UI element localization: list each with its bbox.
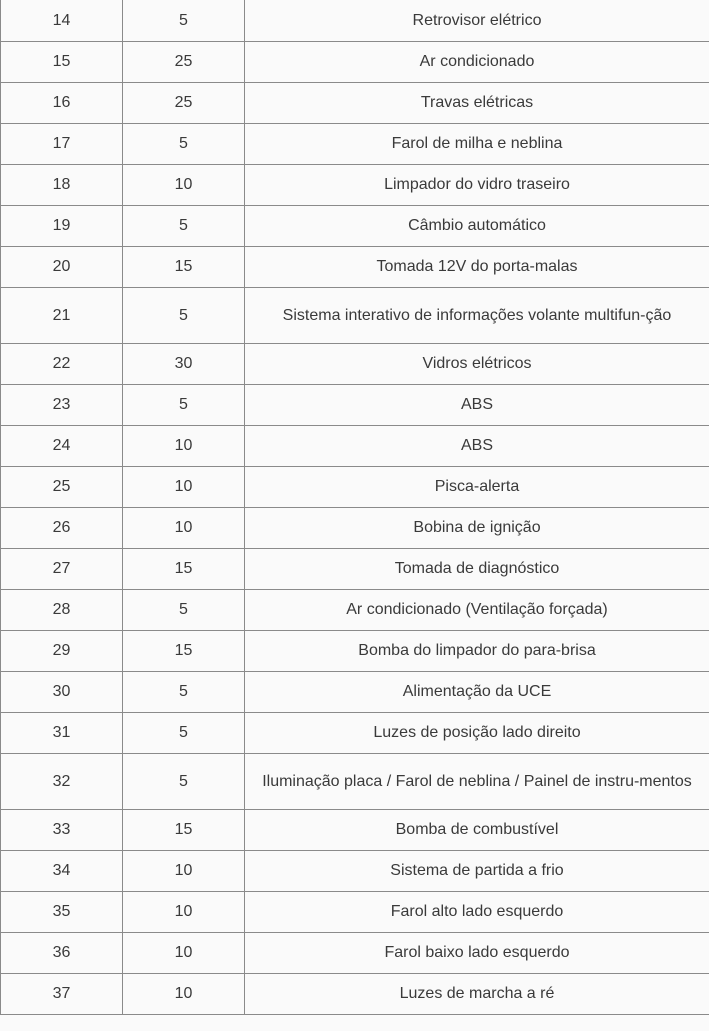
table-row bbox=[1, 0, 709, 41]
fuse-number-cell: 28 bbox=[1, 589, 123, 630]
fuse-description-cell: Farol baixo lado esquerdo bbox=[245, 932, 709, 973]
fuse-description-cell: Retrovisor elétrico bbox=[245, 0, 709, 41]
fuse-number-cell: 24 bbox=[1, 425, 123, 466]
fuse-number-cell: 29 bbox=[1, 630, 123, 671]
fuse-description-cell: Câmbio automático bbox=[245, 205, 709, 246]
fuse-number-cell: 27 bbox=[1, 548, 123, 589]
fuse-description-cell: Iluminação placa / Farol de neblina / Painel de instru-mentos bbox=[245, 753, 709, 809]
table-row bbox=[1, 630, 709, 671]
fuse-description-cell: Travas elétricas bbox=[245, 82, 709, 123]
fuse-description-cell: Farol alto lado esquerdo bbox=[245, 891, 709, 932]
fuse-amperage-cell: 10 bbox=[123, 850, 245, 891]
fuse-description-cell: Bomba de combustível bbox=[245, 809, 709, 850]
table-row bbox=[1, 466, 709, 507]
fuse-amperage-cell: 10 bbox=[123, 164, 245, 205]
table-row bbox=[1, 164, 709, 205]
fuse-amperage-cell: 25 bbox=[123, 82, 245, 123]
fuse-description-cell: Ar condicionado bbox=[245, 41, 709, 82]
fuse-number-cell: 15 bbox=[1, 41, 123, 82]
table-row bbox=[1, 548, 709, 589]
fuse-number-cell: 22 bbox=[1, 343, 123, 384]
table-row bbox=[1, 589, 709, 630]
fuse-description-cell: Sistema de partida a frio bbox=[245, 850, 709, 891]
table-row bbox=[1, 671, 709, 712]
fuse-description-cell: Vidros elétricos bbox=[245, 343, 709, 384]
fuse-description-cell: Bobina de ignição bbox=[245, 507, 709, 548]
fuse-amperage-cell: 10 bbox=[123, 425, 245, 466]
table-row bbox=[1, 507, 709, 548]
fuse-number-cell: 14 bbox=[1, 0, 123, 41]
fuse-amperage-cell: 15 bbox=[123, 809, 245, 850]
fuse-amperage-cell: 15 bbox=[123, 630, 245, 671]
fuse-number-cell: 36 bbox=[1, 932, 123, 973]
fuse-description-cell: Tomada 12V do porta-malas bbox=[245, 246, 709, 287]
table-row bbox=[1, 809, 709, 850]
fuse-number-cell: 20 bbox=[1, 246, 123, 287]
fuse-amperage-cell: 5 bbox=[123, 753, 245, 809]
fuse-number-cell: 21 bbox=[1, 287, 123, 343]
fuse-description-cell: Pisca-alerta bbox=[245, 466, 709, 507]
fuse-number-cell: 34 bbox=[1, 850, 123, 891]
fuse-description-cell: Bomba do limpador do para-brisa bbox=[245, 630, 709, 671]
fuse-amperage-cell: 5 bbox=[123, 384, 245, 425]
fuse-description-cell: Alimentação da UCE bbox=[245, 671, 709, 712]
fuse-amperage-cell: 10 bbox=[123, 932, 245, 973]
table-row bbox=[1, 384, 709, 425]
fuse-amperage-cell: 5 bbox=[123, 671, 245, 712]
table-row bbox=[1, 287, 709, 343]
fuse-amperage-cell: 15 bbox=[123, 548, 245, 589]
fuse-amperage-cell: 10 bbox=[123, 891, 245, 932]
fuse-description-cell: Luzes de posição lado direito bbox=[245, 712, 709, 753]
fuse-amperage-cell: 5 bbox=[123, 0, 245, 41]
table-row bbox=[1, 753, 709, 809]
fuse-description-cell: Sistema interativo de informações volante multifun-ção bbox=[245, 287, 709, 343]
fuse-number-cell: 33 bbox=[1, 809, 123, 850]
fuse-number-cell: 17 bbox=[1, 123, 123, 164]
fuse-amperage-cell: 5 bbox=[123, 287, 245, 343]
table-row bbox=[1, 850, 709, 891]
table-row bbox=[1, 343, 709, 384]
fuse-amperage-cell: 5 bbox=[123, 589, 245, 630]
fuse-number-cell: 18 bbox=[1, 164, 123, 205]
fuse-number-cell: 31 bbox=[1, 712, 123, 753]
fuse-amperage-cell: 5 bbox=[123, 205, 245, 246]
fuse-number-cell: 16 bbox=[1, 82, 123, 123]
fuse-description-cell: Tomada de diagnóstico bbox=[245, 548, 709, 589]
table-row bbox=[1, 246, 709, 287]
fuse-number-cell: 19 bbox=[1, 205, 123, 246]
fuse-number-cell: 23 bbox=[1, 384, 123, 425]
fuse-number-cell: 32 bbox=[1, 753, 123, 809]
fuse-amperage-cell: 5 bbox=[123, 123, 245, 164]
fuse-number-cell: 25 bbox=[1, 466, 123, 507]
fuse-number-cell: 35 bbox=[1, 891, 123, 932]
fuse-description-cell: Luzes de marcha a ré bbox=[245, 973, 709, 1014]
table-row bbox=[1, 891, 709, 932]
table-row bbox=[1, 82, 709, 123]
table-row bbox=[1, 712, 709, 753]
fuse-description-cell: ABS bbox=[245, 384, 709, 425]
fuse-amperage-cell: 5 bbox=[123, 712, 245, 753]
fuse-number-cell: 37 bbox=[1, 973, 123, 1014]
table-row bbox=[1, 425, 709, 466]
fuse-amperage-cell: 10 bbox=[123, 466, 245, 507]
fuse-table-body bbox=[1, 0, 709, 1014]
fuse-description-cell: Farol de milha e neblina bbox=[245, 123, 709, 164]
fuse-number-cell: 26 bbox=[1, 507, 123, 548]
table-row bbox=[1, 41, 709, 82]
fuse-amperage-cell: 30 bbox=[123, 343, 245, 384]
fuse-description-cell: Ar condicionado (Ventilação forçada) bbox=[245, 589, 709, 630]
table-row bbox=[1, 973, 709, 1014]
table-row bbox=[1, 123, 709, 164]
table-row bbox=[1, 205, 709, 246]
table-row bbox=[1, 932, 709, 973]
fuse-description-cell: ABS bbox=[245, 425, 709, 466]
fuse-number-cell: 30 bbox=[1, 671, 123, 712]
fuse-amperage-cell: 25 bbox=[123, 41, 245, 82]
fuse-description-cell: Limpador do vidro traseiro bbox=[245, 164, 709, 205]
fuse-amperage-cell: 15 bbox=[123, 246, 245, 287]
fuse-amperage-cell: 10 bbox=[123, 973, 245, 1014]
fuse-amperage-cell: 10 bbox=[123, 507, 245, 548]
